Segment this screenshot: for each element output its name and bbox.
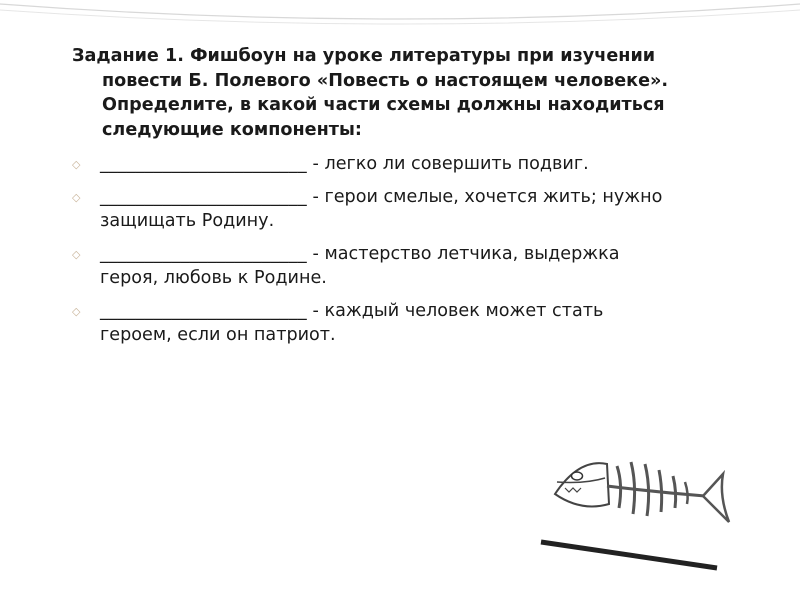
diamond-bullet-icon: ◇ bbox=[72, 304, 81, 318]
item-text-continued: защищать Родину. bbox=[100, 211, 275, 231]
item-text: легко ли совершить подвиг. bbox=[324, 154, 589, 174]
top-curve-decoration bbox=[0, 0, 800, 30]
diamond-bullet-icon: ◇ bbox=[72, 158, 81, 171]
list-item bbox=[72, 242, 762, 291]
list-item bbox=[72, 185, 762, 234]
fill-in-blank: _______________________ bbox=[100, 300, 307, 321]
fill-in-blank: _______________________ bbox=[100, 154, 307, 174]
diamond-bullet-icon: ◇ bbox=[72, 247, 81, 261]
task-line-3: Определите, в какой части схемы должны находиться bbox=[102, 95, 665, 115]
item-text: герои смелые, хочется жить; нужно bbox=[324, 186, 663, 207]
item-text: каждый человек может стать bbox=[324, 300, 604, 321]
diamond-bullet-icon: ◇ bbox=[72, 190, 81, 204]
separator: - bbox=[306, 300, 325, 321]
fill-in-blank: _______________________ bbox=[100, 243, 307, 264]
list-item bbox=[72, 152, 762, 177]
task-line-2: повести Б. Полевого «Повесть о настоящем человеке». bbox=[102, 70, 669, 91]
fish-skeleton-illustration bbox=[535, 452, 735, 584]
list-item bbox=[72, 299, 762, 348]
item-text-continued: героя, любовь к Родине. bbox=[100, 268, 327, 288]
components-list bbox=[72, 152, 762, 356]
fill-in-blank: _______________________ bbox=[100, 186, 307, 207]
separator: - bbox=[306, 243, 325, 264]
task-heading bbox=[72, 44, 752, 142]
separator: - bbox=[306, 186, 325, 207]
task-line-1: Фишбоун на уроке литературы при изучении bbox=[190, 46, 656, 66]
item-text: мастерство летчика, выдержка bbox=[324, 243, 620, 264]
task-line-4: следующие компоненты: bbox=[102, 119, 362, 140]
task-label: Задание 1. bbox=[72, 46, 184, 66]
item-text-continued: героем, если он патриот. bbox=[100, 325, 336, 345]
separator: - bbox=[306, 154, 325, 174]
